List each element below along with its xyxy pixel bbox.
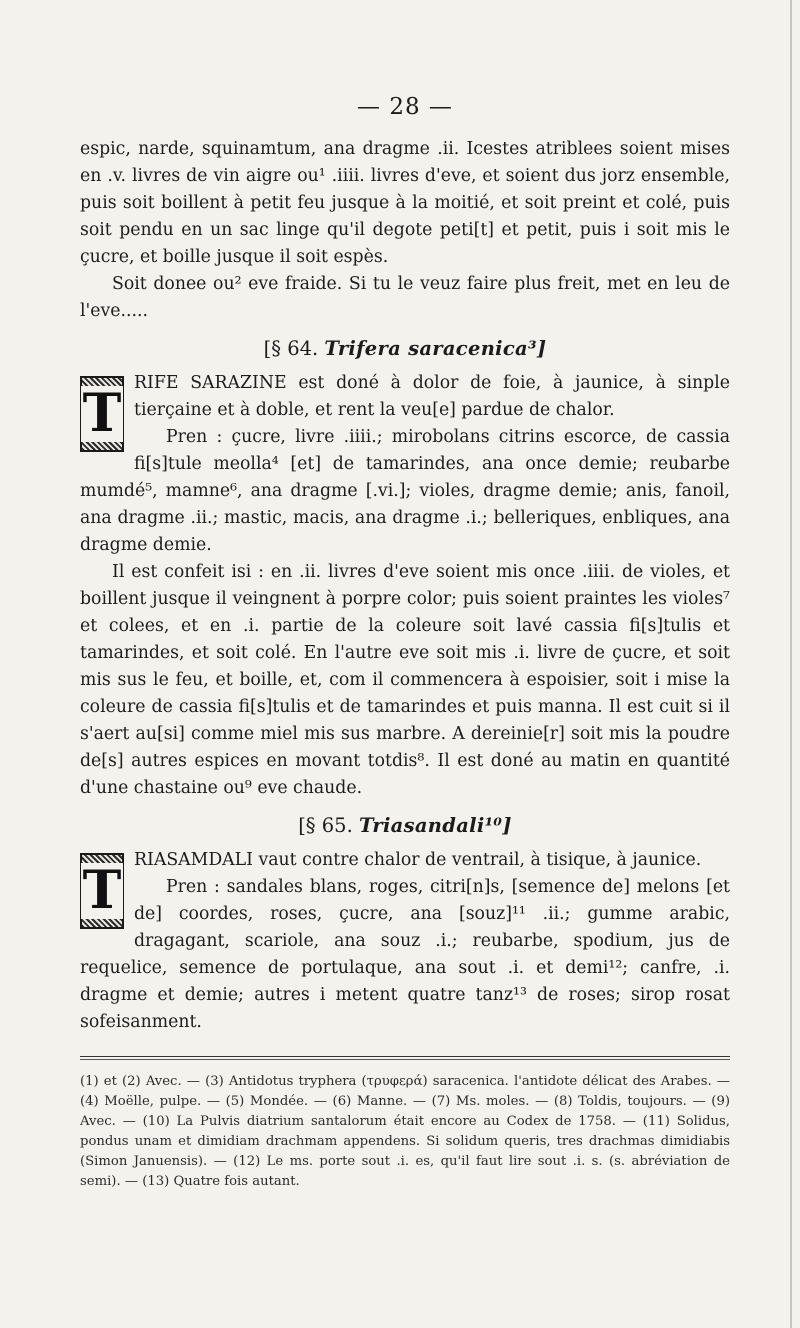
section-65-heading bbox=[80, 814, 730, 837]
section-65-paragraph: RIASAMDALI vaut contre chalor de ventrail, à tisique, à jaunice. bbox=[134, 850, 702, 870]
section-65-body bbox=[80, 847, 730, 1036]
section-64-paragraph: Pren : çucre, livre .iiii.; mirobolans citrins escorce, de cassia fi[s]tule meolla⁴ [et] de tamarindes, ana once demie; reubarbe mumdé⁵, mamne⁶, ana dragme [.vi.]; violes, dragme demie; anis, fanoil, ana dragme .ii.; mastic, macis, ana dragme .i.; belleriques, enbliques, ana dragme demie. bbox=[80, 427, 730, 555]
section-65-title: Triasandali¹⁰] bbox=[358, 814, 512, 837]
section-64-heading bbox=[80, 337, 730, 360]
page-number: — 28 — bbox=[357, 94, 453, 120]
footnote-rule-thin bbox=[80, 1059, 730, 1060]
dropcap-ornament bbox=[80, 853, 124, 929]
footnote-rule bbox=[80, 1056, 730, 1057]
section-64-paragraph: Il est confeit isi : en .ii. livres d'eve soient mis once .iiii. de violes, et boillent jusque il veingnent à porpre color; puis soient praintes les violes⁷ et colees, et en .i. partie de la coleure soit lavé cassia fi[s]tulis et tamarindes, et soit colé. En l'autre eve soit mis .i. livre de çucre, et soit mis sus le feu, et boille, et, com il commencera à espoisier, soit i mise la coleure de cassia fi[s]tulis et de tamarindes et puis manna. Il est cuit si il s'aert au[si] comme miel mis sus marbre. A dereinie[r] soit mis la poudre de[s] autres espices en movant totdis⁸. Il est doné au matin en quantité d'une chastaine ou⁹ eve chaude. bbox=[80, 562, 730, 798]
intro-paragraph: espic, narde, squinamtum, ana dragme .ii. Icestes atriblees soient mises en .v. livres de vin aigre ou¹ .iiii. livres d'eve, et soient dus jorz ensemble, puis soit boillent à petit feu jusque à la moitié, et soit preint et colé, puis soit pendu en un sac linge qu'il degote peti[t] et petit, puis i soit mis le çucre, et boille jusque il soit espès. bbox=[80, 139, 730, 267]
dropcap-letter: T bbox=[82, 383, 122, 444]
section-64-title: Trifera saracenica³] bbox=[324, 337, 547, 360]
section-64-paragraph: RIFE SARAZINE est doné à dolor de foie, à jaunice, à sinple tierçaine et à doble, et rent la veu[e] pardue de chalor. bbox=[134, 373, 730, 420]
section-64-body bbox=[80, 370, 730, 802]
section-65-number: [§ 65. bbox=[298, 814, 353, 837]
page-edge bbox=[790, 0, 792, 1328]
intro-paragraph-2: Soit donee ou² eve fraide. Si tu le veuz faire plus freit, met en leu de l'eve..... bbox=[80, 274, 730, 321]
section-65-paragraph: Pren : sandales blans, roges, citri[n]s, [semence de] melons [et de] coordes, roses, çucre, ana [souz]¹¹ .ii.; gumme arabic, dragagant, scariole, ana souz .i.; reubarbe, spodium, jus de requelice, semence de portulaque, ana sout .i. et demi¹²; canfre, .i. dragme et demie; autres i metent quatre tanz¹³ de roses; sirop rosat sofeisanment. bbox=[80, 877, 730, 1032]
dropcap-letter: T bbox=[82, 860, 122, 921]
section-64-number: [§ 64. bbox=[263, 337, 319, 360]
dropcap-ornament bbox=[80, 376, 124, 452]
document-page bbox=[80, 0, 730, 1192]
footnotes: (1) et (2) Avec. — (3) Antidotus tryphera (τρυφερά) saracenica. l'antidote délicat des Arabes. — (4) Moëlle, pulpe. — (5) Mondée. — (6) Manne. — (7) Ms. moles. — (8) Toldis, toujours. — (9) Avec. — (10) La Pulvis diatrium santalorum était encore au Codex de 1758. — (11) Solidus, pondus unam et dimidiam drachmam appendens. Si solidum queris, tres drachmas dimidiabis (Simon Januensis). — (12) Le ms. porte sout .i. es, qu'il faut lire sout .i. s. (s. abréviation de semi). — (13) Quatre fois autant. bbox=[80, 1074, 730, 1189]
